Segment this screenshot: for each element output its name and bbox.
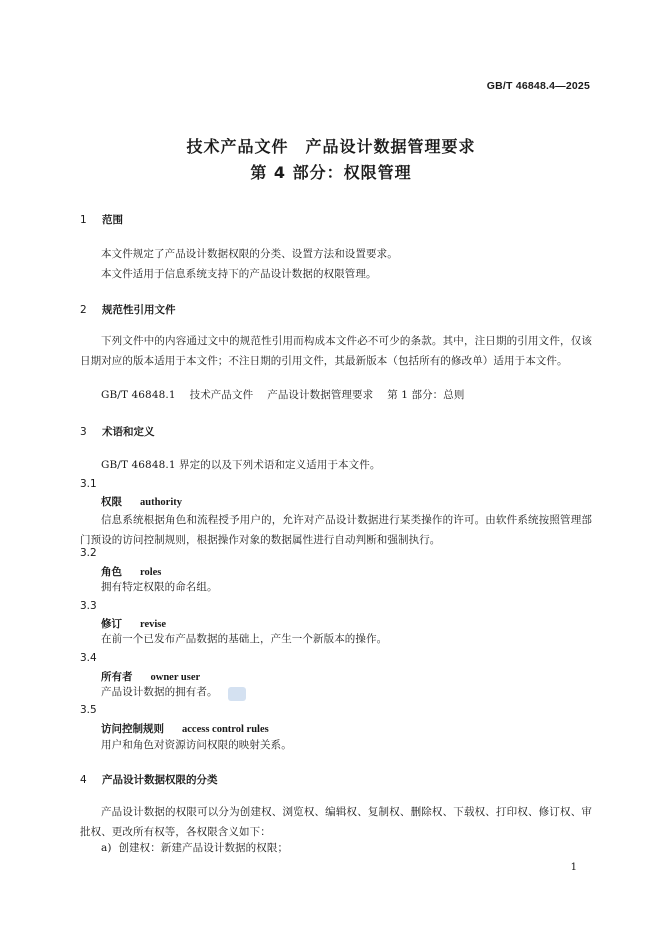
section-number: 3 <box>80 426 87 438</box>
section-title: 术语和定义 <box>102 426 155 438</box>
reference-title: 技术产品文件 <box>189 389 254 401</box>
section-2-para: 下列文件中的内容通过文中的规范性引用而构成本文件必不可少的条款。其中，注日期的引用文件，仅该日期对应的版本适用于本文件；不注日期的引用文件，其最新版本（包括所有的修改单）适用于本文件。 <box>80 335 592 367</box>
section-number: 2 <box>80 304 87 316</box>
watermark-stamp <box>228 687 246 701</box>
term-number: 3.1 <box>80 478 97 490</box>
section-4-heading <box>80 772 218 787</box>
page-number: 1 <box>570 862 577 873</box>
term-cn: 权限 <box>101 496 122 508</box>
term-definition: 在前一个已发布产品数据的基础上，产生一个新版本的操作。 <box>101 633 388 645</box>
term-definition: 拥有特定权限的命名组。 <box>101 581 218 593</box>
term-definition: 用户和角色对资源访问权限的映射关系。 <box>101 739 292 751</box>
list-marker: a) <box>101 842 112 854</box>
term-title <box>101 494 182 509</box>
term-en: access control rules <box>182 724 269 735</box>
section-2-heading <box>80 302 176 317</box>
section-title: 规范性引用文件 <box>102 304 176 316</box>
term-number: 3.4 <box>80 652 97 664</box>
section-title: 产品设计数据权限的分类 <box>102 774 218 786</box>
normative-reference <box>80 385 613 405</box>
section-1-para-1: 本文件规定了产品设计数据权限的分类、设置方法和设置要求。 <box>101 248 398 260</box>
reference-subtitle: 产品设计数据管理要求 <box>267 389 374 401</box>
section-3-para: GB/T 46848.1 界定的以及下列术语和定义适用于本文件。 <box>101 459 381 471</box>
term-cn: 角色 <box>101 566 122 578</box>
document-title-line1: 技术产品文件 产品设计数据管理要求 <box>186 137 476 156</box>
term-en: owner user <box>150 672 201 683</box>
term-number: 3.5 <box>80 704 97 716</box>
list-item <box>80 838 613 858</box>
standard-number: GB/T 46848.4—2025 <box>486 80 590 92</box>
section-number: 4 <box>80 774 87 786</box>
term-en: authority <box>140 497 182 508</box>
section-number: 1 <box>80 214 87 226</box>
term-en: roles <box>140 567 162 578</box>
term-definition: 产品设计数据的拥有者。 <box>101 686 218 698</box>
term-number: 3.3 <box>80 600 97 612</box>
term-title <box>101 721 269 736</box>
section-1-heading <box>80 212 123 227</box>
term-cn: 修订 <box>101 618 122 630</box>
document-title-line2: 第 4 部分：权限管理 <box>250 163 412 182</box>
term-number: 3.2 <box>80 547 97 559</box>
reference-part: 第 1 部分：总则 <box>387 389 465 401</box>
section-1-para-2: 本文件适用于信息系统支持下的产品设计数据的权限管理。 <box>101 268 377 280</box>
section-4-para: 产品设计数据的权限可以分为创建权、浏览权、编辑权、复制权、删除权、下载权、打印权、修订权、审批权、更改所有权等，各权限含义如下： <box>80 806 592 838</box>
term-cn: 访问控制规则 <box>101 723 164 735</box>
section-title: 范围 <box>102 214 123 226</box>
section-3-heading <box>80 424 155 439</box>
term-en: revise <box>140 619 167 630</box>
reference-code: GB/T 46848.1 <box>101 389 176 401</box>
term-cn: 所有者 <box>101 671 133 683</box>
term-definition: 信息系统根据角色和流程授予用户的，允许对产品设计数据进行某类操作的许可。由软件系统按照管理部门预设的访问控制规则，根据操作对象的数据属性进行自动判断和强制执行。 <box>80 514 592 546</box>
list-text: 创建权：新建产品设计数据的权限； <box>118 842 289 854</box>
